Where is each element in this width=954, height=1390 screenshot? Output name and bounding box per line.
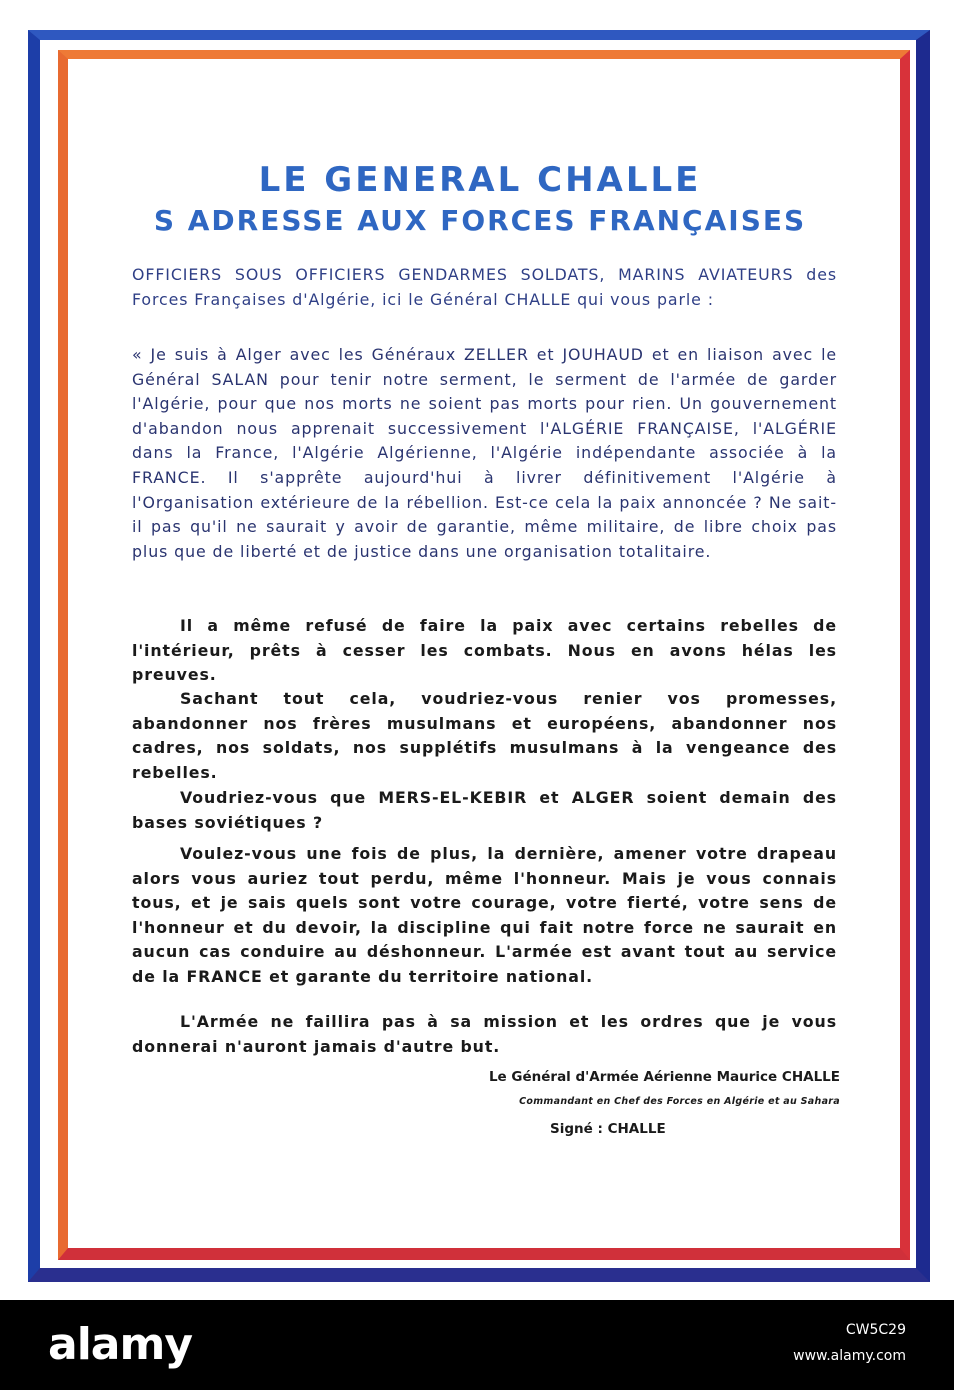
poster-title: LE GENERAL CHALLE	[258, 160, 702, 200]
paragraph-5: Voulez-vous une fois de plus, la dernière, amener votre drapeau alors vous auriez tout perdu, même l'honneur. Mais je vous connais tous, et je sais quels sont votre courage, votre fierté, votre sens de l'honneur et du devoir, la discipline qui fait notre force ne saurait en aucun cas conduire au déshonneur. L'armée est avant tout au service de la FRANCE et garante du territoire national.	[132, 844, 837, 986]
signature-name: Le Général d'Armée Aérienne Maurice CHALLE	[488, 1069, 840, 1085]
poster-subtitle: S ADRESSE AUX FORCES FRANÇAISES	[153, 204, 807, 237]
paragraph-2: Il a même refusé de faire la paix avec certains rebelles de l'intérieur, prêts à cesser les combats. Nous en avons hélas les preuves.	[132, 616, 837, 685]
signature-signed: Signé : CHALLE	[550, 1121, 666, 1137]
signature-title: Commandant en Chef des Forces en Algérie et au Sahara	[519, 1096, 840, 1107]
intro-paragraph: OFFICIERS SOUS OFFICIERS GENDARMES SOLDATS, MARINS AVIATEURS des Forces Françaises d'Algérie, ici le Général CHALLE qui vous parle :	[132, 265, 837, 309]
paragraph-1: « Je suis à Alger avec les Généraux ZELLER et JOUHAUD et en liaison avec le Général SALAN pour tenir notre serment, le serment de l'armée de garder l'Algérie, pour que nos morts ne soient pas morts pour rien. Un gouvernement d'abandon nous apprenait successivement l'ALGÉRIE FRANÇAISE, l'ALGÉRIE dans la France, l'Algérie Algérienne, l'Algérie indépendante associée à la FRANCE. Il s'apprête aujourd'hui à livrer définitivement l'Algérie à l'Organisation extérieure de la rébellion. Est-ce cela la paix annoncée ? Ne sait-il pas qu'il ne saurait y avoir de garantie, même militaire, de libre choix pas plus que de liberté et de justice dans une organisation totalitaire.	[132, 345, 837, 561]
alamy-logo: alamy	[48, 1319, 192, 1370]
paragraph-4: Voudriez-vous que MERS-EL-KEBIR et ALGER soient demain des bases soviétiques ?	[132, 788, 837, 832]
watermark-url: www.alamy.com	[793, 1348, 906, 1364]
paragraph-6: L'Armée ne faillira pas à sa mission et les ordres que je vous donnerai n'auront jamais d'autre but.	[132, 1012, 837, 1056]
image-id: CW5C29	[845, 1322, 906, 1338]
paragraph-3: Sachant tout cela, voudriez-vous renier vos promesses, abandonner nos frères musulmans et européens, abandonner nos cadres, nos soldats, nos supplétifs musulmans à la vengeance des rebelles.	[132, 689, 837, 782]
